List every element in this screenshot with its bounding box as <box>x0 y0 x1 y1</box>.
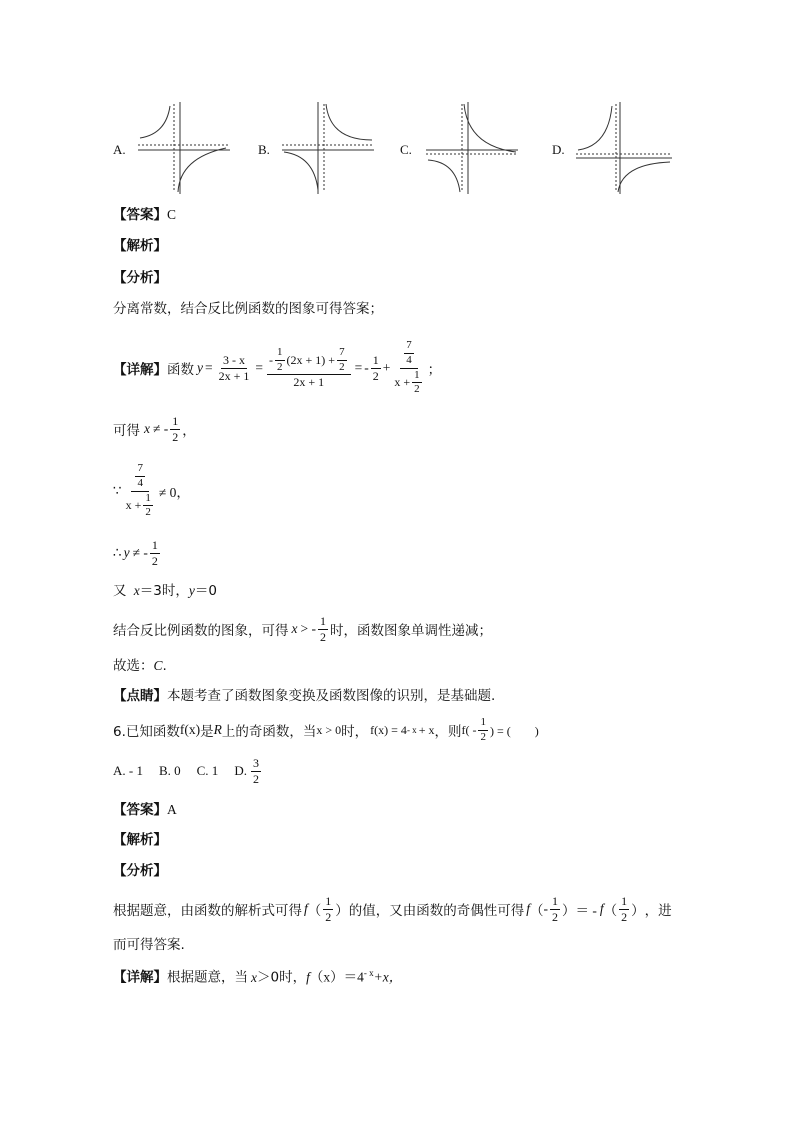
option-b-graph <box>280 100 376 196</box>
q6-answer: 【答案】A <box>113 802 177 818</box>
q6-option-d: D. <box>234 763 247 778</box>
q6-analysis-heading: 【解析】 <box>113 832 167 848</box>
q6-option-a: A. - 1 <box>113 763 143 778</box>
q5-zero-line: 又 x＝3时，y＝0 <box>113 583 217 599</box>
fraction-3: $\frac{1}{2}$ <box>372 352 379 383</box>
option-c-graph <box>424 100 520 196</box>
q5-domain-line: 可得 x ≠ - $\frac{1}{2}$ ， <box>113 413 196 444</box>
q6-detail: 【详解】根据题意，当 x＞0时，$f(x)=4^{- x}+x$， <box>113 968 403 986</box>
q6-fenxi-line1: 根据题意，由函数的解析式可得 f （ $\frac{1}{2}$ ） 的值，又由函数的奇偶性可得 f （ - $\frac{1}{2}$ ） ＝ - f （ $\frac{1}{2}$ ） ，进 <box>113 893 672 924</box>
q5-combine-line: 结合反比例函数的图象，可得 x > - $\frac{1}{2}$ 时，函数图象单调性递减； <box>113 613 492 644</box>
option-a-label: A. <box>113 142 126 157</box>
q6-option-b: B. 0 <box>158 763 181 778</box>
option-a-graph <box>136 100 232 196</box>
fraction-2: - $\frac{1}{2}$ (2x + 1) + $\frac{7}{2}$ 2x + 1 <box>267 347 351 389</box>
fraction-4: $\frac{7}{4}$ x + $\frac{1}{2}$ <box>394 339 420 396</box>
q5-detail-formula: 【详解】 函数 y = $\frac{3 - x}{2x + 1}$ = - $\frac{1}{2}$ (2x + 1) + $\frac{7}{2}$ 2x + 1 = - $\frac{1}{2}$ + $\frac{7}{4}$ x + $\frac{1}{2}$ ； <box>113 339 442 396</box>
option-b-label: B. <box>258 142 270 157</box>
q6-options: A. - 1 B. 0 C. 1 D. $\frac{3}{2}$ <box>113 755 259 786</box>
q5-dianjing: 【点睛】本题考查了函数图象变换及函数图像的识别，是基础题. <box>113 688 496 704</box>
q5-fenxi-text: 分离常数，结合反比例函数的图象可得答案； <box>113 301 383 317</box>
q5-analysis-heading: 【解析】 <box>113 238 167 254</box>
q5-therefore-line: ∴ y ≠ - $\frac{1}{2}$ <box>113 537 158 568</box>
q5-answer: 【答案】C <box>113 207 177 223</box>
option-d-graph <box>574 100 674 196</box>
q5-because-line: ∵ $\frac{7}{4}$ x + $\frac{1}{2}$ ≠ 0， <box>113 462 190 519</box>
option-c-label: C. <box>400 142 412 157</box>
option-d-label: D. <box>552 142 565 157</box>
q6-stem: 6.已知函数 f(x) 是 R 上的奇函数，当 x > 0 时， f(x) = 4 - x + x ，则 f( - $\frac{1}{2}$ ) = ( ) <box>113 715 539 743</box>
q6-fenxi-line2: 而可得答案. <box>113 937 185 953</box>
q6-option-c: C. 1 <box>196 763 219 778</box>
q5-fenxi-heading: 【分析】 <box>113 270 167 286</box>
q6-fenxi-heading: 【分析】 <box>113 863 167 879</box>
fraction-1: $\frac{3 - x}{2x + 1}$ <box>218 352 250 383</box>
q5-choose-line: 故选：C. <box>113 658 167 674</box>
